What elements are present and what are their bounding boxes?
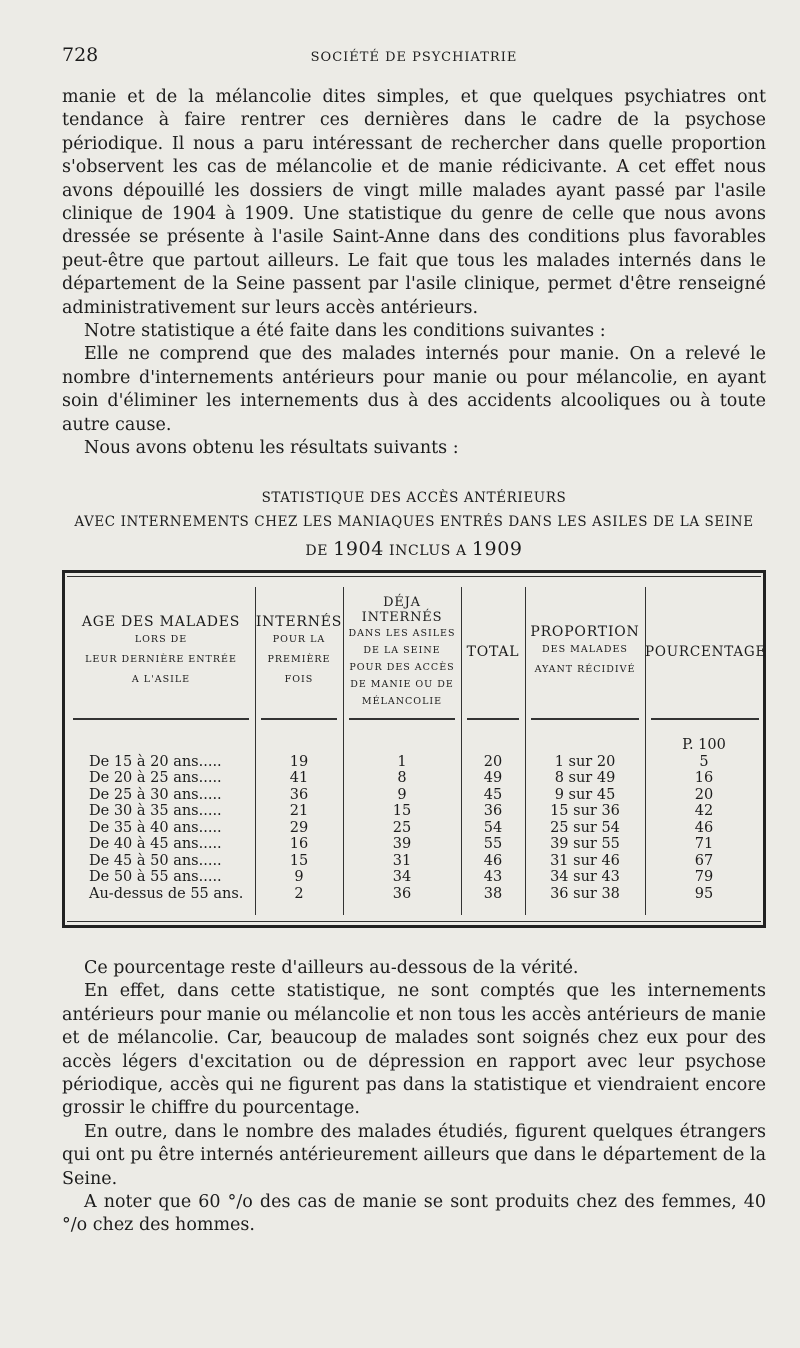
paragraph: manie et de la mélancolie dites simples, et que quelques psychiatres ont tendance à faire rentrer ces dernières dans le cadre de la psychose périodique. Il nous a paru intéressant de rechercher dans quelle proportion s'observent les cas de mélancolie et de manie rédicivante. A cet effet nous avons dépouillé les dossiers de vingt mille malades ayant passé par l'asile clinique de 1904 à 1909. Une statistique du genre de celle que nous avons dressée se présente à l'asile Saint-Anne dans des conditions plus favorables peut-être que partout ailleurs. Le fait que tous les malades internés dans le département de la Seine passent par l'asile clinique, permet d'être renseigné administrativement sur leurs accès antérieurs.: [62, 87, 766, 318]
header-already-sub: DANS LES ASILES: [348, 627, 456, 639]
cell-already-interned: 9: [397, 786, 407, 803]
header-percentage: [645, 587, 767, 717]
cell-proportion: 31 sur 46: [550, 852, 620, 869]
cell-first-time: 19: [289, 753, 309, 770]
cell-age: De 35 à 40 ans.....: [89, 819, 222, 836]
running-head: SOCIÉTÉ DE PSYCHIATRIE: [310, 50, 518, 65]
cell-age: De 50 à 55 ans.....: [89, 869, 222, 885]
cell-total: 49: [483, 770, 503, 786]
header-already-sub: DE MANIE OU DE: [350, 678, 454, 690]
header-already-sub: DE LA SEINE: [363, 644, 441, 656]
paragraph: En outre, dans le nombre des malades étudiés, figurent quelques étrangers qui ont pu être internés antérieurement ailleurs que dans le département de la Seine.: [62, 1121, 766, 1189]
cell-percentage: 95: [694, 885, 714, 902]
cell-already-interned: 1: [397, 753, 407, 770]
header-total: [461, 587, 525, 717]
header-already-sub: MÉLANCOLIE: [361, 695, 443, 707]
cell-already-interned: 39: [392, 836, 412, 852]
cell-percentage: 20: [694, 786, 714, 803]
header-rule: [651, 718, 759, 720]
year-end: 1909: [471, 538, 523, 560]
cell-total: 20: [483, 753, 503, 770]
header-age-sub: LORS DE: [134, 634, 188, 645]
table-title-line-2: AVEC INTERNEMENTS CHEZ LES MANIAQUES ENTRÉS DANS LES ASILES DE LA SEINE: [74, 514, 754, 530]
paragraph: Ce pourcentage reste d'ailleurs au-dessous de la vérité.: [84, 958, 579, 978]
cell-proportion: 9 sur 45: [554, 786, 616, 803]
header-already-sub: POUR DES ACCÈS: [349, 661, 455, 673]
header-rule: [531, 718, 639, 720]
cell-age: De 25 à 30 ans.....: [89, 786, 222, 803]
cell-percentage: 5: [699, 753, 709, 770]
cell-total: 45: [483, 786, 503, 803]
cell-first-time: 15: [289, 852, 309, 869]
cell-proportion: 15 sur 36: [550, 803, 620, 819]
cell-proportion: 34 sur 43: [550, 869, 620, 885]
cell-percentage: 42: [694, 803, 714, 819]
percentage-unit: P. 100: [682, 737, 726, 753]
header-first-sub: FOIS: [284, 674, 314, 685]
cell-percentage: 46: [694, 819, 714, 836]
table-row: [67, 820, 761, 837]
cell-first-time: 36: [289, 786, 309, 803]
table-body: [67, 737, 761, 902]
cell-age: De 40 à 45 ans.....: [89, 836, 222, 852]
cell-already-interned: 8: [397, 770, 407, 786]
cell-age: De 15 à 20 ans.....: [89, 753, 222, 770]
cell-percentage: 71: [694, 836, 714, 852]
paragraph: Notre statistique a été faite dans les conditions suivantes :: [84, 321, 606, 342]
cell-age: De 20 à 25 ans.....: [89, 770, 222, 786]
header-age-sub: LEUR DERNIÈRE ENTRÉE: [85, 654, 237, 665]
header-rule: [467, 718, 519, 720]
table-row: [67, 836, 761, 853]
rows-container: [67, 754, 761, 903]
table-row: [67, 853, 761, 870]
cell-first-time: 2: [294, 885, 304, 902]
cell-first-time: 29: [289, 819, 309, 836]
cell-proportion: 8 sur 49: [554, 770, 616, 786]
table-row: [67, 754, 761, 771]
paragraph: Nous avons obtenu les résultats suivants :: [84, 438, 459, 459]
cell-already-interned: 36: [392, 885, 412, 902]
header-age-sub: A L'ASILE: [131, 674, 191, 685]
paragraph: En effet, dans cette statistique, ne sont comptés que les internements antérieurs pour manie ou mélancolie et non tous les accès antérieurs de manie et de mélancolie. Car, beaucoup de malades sont soignés chez eux pour des accès légers d'excitation ou de dépression en rapport avec leur psychose périodique, accès qui ne figurent pas dans la statistique et viendraient encore grossir le chiffre du pourcentage.: [62, 981, 766, 1119]
header-proportion: [525, 587, 645, 717]
cell-already-interned: 31: [392, 852, 412, 869]
cell-proportion: 39 sur 55: [550, 836, 620, 852]
title-middle: INCLUS A: [388, 543, 467, 559]
header-total-title: TOTAL: [466, 644, 520, 660]
title-prefix: DE: [305, 543, 329, 559]
cell-total: 55: [483, 836, 503, 852]
header-age-title: AGE DES MALADES: [81, 614, 241, 630]
cell-age: De 45 à 50 ans.....: [89, 852, 222, 869]
header-proportion-title: PROPORTION: [530, 624, 640, 640]
table-title-line-3: [62, 538, 766, 560]
header-already-interned: [343, 587, 461, 717]
header-rule: [73, 718, 249, 720]
paragraph: A noter que 60 °/o des cas de manie se sont produits chez des femmes, 40 °/o chez des hommes.: [62, 1192, 766, 1236]
cell-first-time: 41: [289, 770, 309, 786]
header-first-sub: POUR LA: [272, 634, 326, 645]
statistics-table: [62, 570, 766, 928]
cell-total: 54: [483, 819, 503, 836]
cell-proportion: 36 sur 38: [550, 885, 620, 902]
cell-percentage: 67: [694, 852, 714, 869]
table-row: [67, 770, 761, 787]
cell-proportion: 25 sur 54: [550, 819, 620, 836]
year-start: 1904: [333, 538, 384, 560]
table-row: [67, 869, 761, 886]
header-age: [67, 587, 255, 717]
cell-age: De 30 à 35 ans.....: [89, 803, 222, 819]
cell-first-time: 21: [289, 803, 309, 819]
cell-total: 36: [483, 803, 503, 819]
cell-total: 46: [483, 852, 503, 869]
header-proportion-sub: AYANT RÉCIDIVÉ: [534, 664, 636, 675]
header-first-sub: PREMIÈRE: [267, 654, 331, 665]
header-already-title: DÉJA INTERNÉS: [361, 594, 443, 625]
page-header: [62, 44, 766, 70]
header-first-time: [255, 587, 343, 717]
cell-percentage: 79: [694, 869, 714, 885]
paragraph: Elle ne comprend que des malades internés pour manie. On a relevé le nombre d'internements antérieurs pour manie ou pour mélancolie, en ayant soin d'éliminer les internements dus à des accidents alcooliques ou à toute autre cause.: [62, 344, 766, 435]
unit-row: [67, 737, 761, 754]
cell-age: Au-dessus de 55 ans.: [89, 885, 244, 902]
cell-percentage: 16: [694, 770, 714, 786]
table-inner-border: [67, 576, 767, 922]
table-row: [67, 886, 761, 903]
page-number: 728: [62, 44, 99, 66]
table-row: [67, 803, 761, 820]
cell-already-interned: 25: [392, 819, 412, 836]
cell-first-time: 9: [294, 869, 304, 885]
cell-already-interned: 34: [392, 869, 412, 885]
cell-first-time: 16: [289, 836, 309, 852]
cell-total: 43: [483, 869, 503, 885]
header-percentage-title: POURCENTAGE: [645, 644, 767, 660]
header-first-title: INTERNÉS: [255, 614, 343, 630]
table-row: [67, 787, 761, 804]
table-title-line-1: STATISTIQUE DES ACCÈS ANTÉRIEURS: [261, 490, 567, 506]
closing-text: [62, 957, 766, 1238]
cell-total: 38: [483, 885, 503, 902]
cell-already-interned: 15: [392, 803, 412, 819]
intro-text: [62, 86, 766, 461]
header-rule: [261, 718, 337, 720]
cell-proportion: 1 sur 20: [554, 753, 616, 770]
header-rule: [349, 718, 455, 720]
header-proportion-sub: DES MALADES: [542, 644, 628, 655]
